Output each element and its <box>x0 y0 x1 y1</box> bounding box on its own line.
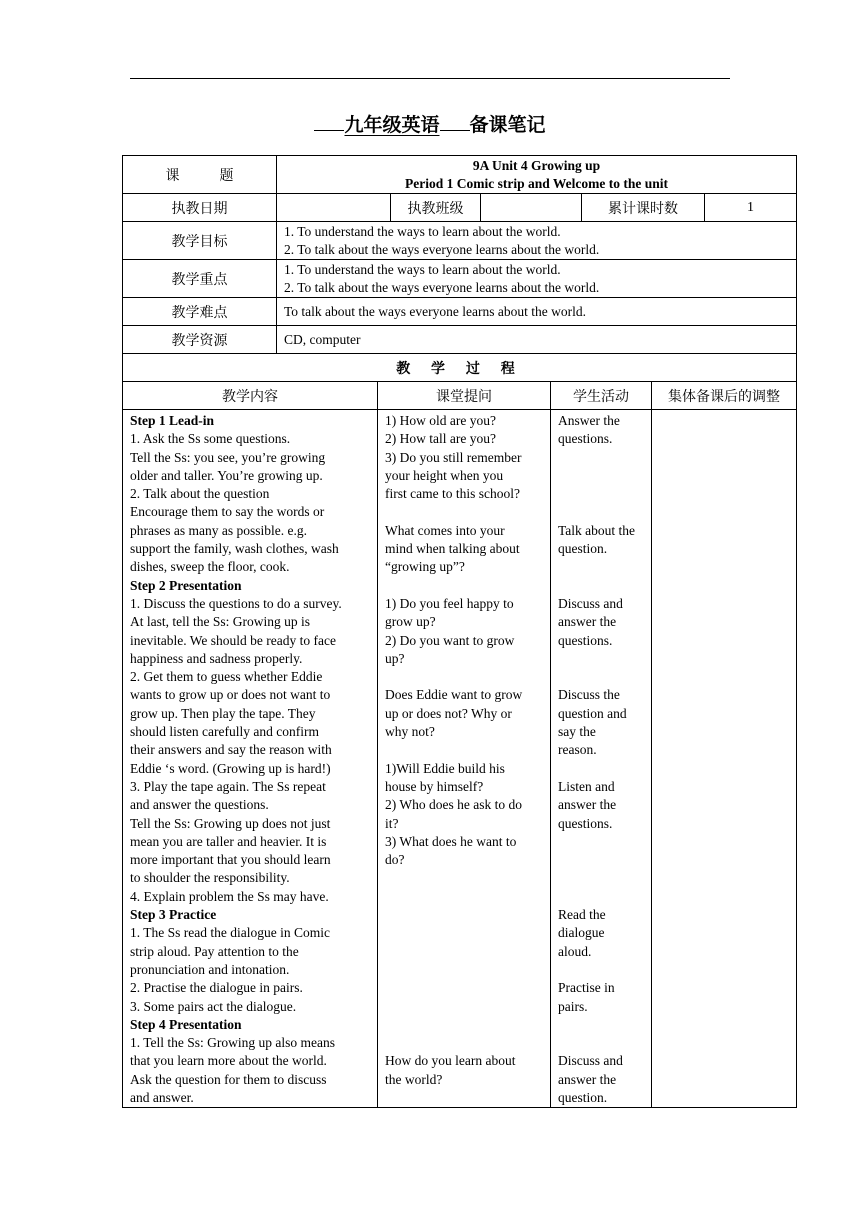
question-line <box>385 1016 546 1034</box>
subject-label-cell: 课题 <box>123 156 277 194</box>
content-line: 3. Some pairs act the dialogue. <box>130 998 297 1014</box>
content-line: dishes, sweep the floor, cook. <box>130 559 290 575</box>
column-header-activities: 学生活动 <box>551 382 652 410</box>
content-line: 3. Play the tape again. The Ss repeat <box>130 778 326 794</box>
class-label: 执教班级 <box>391 194 481 222</box>
activity-line <box>558 851 647 869</box>
activity-line: Discuss and <box>558 1053 623 1069</box>
content-line: support the family, wash clothes, wash <box>130 541 339 557</box>
content-line: 1. Ask the Ss some questions. <box>130 431 291 447</box>
subject-value-cell <box>277 156 797 194</box>
activity-line: answer the <box>558 614 617 630</box>
activity-line: Talk about the <box>558 522 636 538</box>
key-point-item: 1. To understand the ways to learn about the world. <box>284 261 561 277</box>
goal-item: 1. To understand the ways to learn about the world. <box>284 223 561 239</box>
activity-line: answer the <box>558 797 617 813</box>
question-line: your height when you <box>385 467 504 483</box>
unit-title: 9A Unit 4 Growing up <box>472 157 601 173</box>
content-line: happiness and sadness properly. <box>130 650 303 666</box>
content-line: inevitable. We should be ready to face <box>130 632 336 648</box>
question-line: 2) Who does he ask to do <box>385 797 522 813</box>
activity-line: Discuss the <box>558 687 620 703</box>
question-line: “growing up”? <box>385 559 465 575</box>
content-line: should listen carefully and confirm <box>130 724 319 740</box>
activity-line <box>558 760 647 778</box>
process-title: 教 学 过 程 <box>123 354 797 382</box>
content-line: to shoulder the responsibility. <box>130 870 290 886</box>
activity-line <box>558 1034 647 1052</box>
activity-line: question and <box>558 705 627 721</box>
activity-line <box>558 888 647 906</box>
lesson-info-table <box>122 155 797 354</box>
content-line: strip aloud. Pay attention to the <box>130 943 299 959</box>
question-line: the world? <box>385 1071 443 1087</box>
header-rule <box>130 78 730 79</box>
key-points-label: 教学重点 <box>123 260 277 298</box>
class-value <box>481 194 582 222</box>
question-line: Does Eddie want to grow <box>385 687 523 703</box>
content-line: Eddie ‘s word. (Growing up is hard!) <box>130 760 331 776</box>
question-line <box>385 668 546 686</box>
question-line: 1) How old are you? <box>385 413 496 428</box>
activity-line <box>558 503 647 521</box>
goal-item: 2. To talk about the ways everyone learns about the world. <box>284 241 600 257</box>
column-header-adjustments: 集体备课后的调整 <box>652 382 797 410</box>
question-line <box>385 998 546 1016</box>
content-line: and answer. <box>130 1089 194 1105</box>
question-line <box>385 741 546 759</box>
question-line <box>385 943 546 961</box>
student-activities-cell <box>551 410 652 1108</box>
question-line: 1)Will Eddie build his <box>385 760 505 776</box>
key-point-item: 2. To talk about the ways everyone learns about the world. <box>284 279 600 295</box>
content-line: Encourage them to say the words or <box>130 504 325 520</box>
key-points-cell <box>277 260 797 298</box>
question-line <box>385 924 546 942</box>
activity-line <box>558 449 647 467</box>
teaching-process-table <box>122 353 797 1108</box>
question-line: why not? <box>385 724 435 740</box>
goals-label: 教学目标 <box>123 222 277 260</box>
content-line: grow up. Then play the tape. They <box>130 705 316 721</box>
question-line: house by himself? <box>385 778 484 794</box>
resources-value: CD, computer <box>277 326 797 354</box>
content-line: 1. Tell the Ss: Growing up also means <box>130 1035 336 1051</box>
question-line: it? <box>385 815 399 831</box>
activity-line: questions. <box>558 815 613 831</box>
activity-line: question. <box>558 1089 608 1105</box>
content-line: 2. Practise the dialogue in pairs. <box>130 980 303 996</box>
step-heading: Step 1 Lead-in <box>130 413 215 428</box>
activity-line <box>558 833 647 851</box>
content-line: 2. Talk about the question <box>130 486 270 502</box>
content-line: 4. Explain problem the Ss may have. <box>130 888 329 904</box>
question-line <box>385 961 546 979</box>
column-header-content: 教学内容 <box>123 382 378 410</box>
activity-line: pairs. <box>558 998 588 1014</box>
content-line: and answer the questions. <box>130 797 269 813</box>
title-underline-right <box>440 129 470 131</box>
question-line <box>385 577 546 595</box>
activity-line <box>558 577 647 595</box>
date-value <box>277 194 391 222</box>
activity-line <box>558 961 647 979</box>
activity-line: Practise in <box>558 980 615 996</box>
goals-cell <box>277 222 797 260</box>
teaching-content-cell <box>123 410 378 1108</box>
period-title: Period 1 Comic strip and Welcome to the unit <box>405 175 668 191</box>
content-line: pronunciation and intonation. <box>130 961 290 977</box>
question-line: 2) How tall are you? <box>385 431 496 447</box>
activity-line <box>558 467 647 485</box>
column-header-questions: 课堂提问 <box>378 382 551 410</box>
question-line <box>385 979 546 997</box>
content-line: phrases as many as possible. e.g. <box>130 522 307 538</box>
question-line: first came to this school? <box>385 486 520 502</box>
activity-line <box>558 869 647 887</box>
step-heading: Step 2 Presentation <box>130 577 242 593</box>
page-title <box>0 110 860 137</box>
difficulty-label: 教学难点 <box>123 298 277 326</box>
difficulty-value: To talk about the ways everyone learns about the world. <box>277 298 797 326</box>
step-heading: Step 3 Practice <box>130 907 217 923</box>
adjustments-cell <box>652 410 797 1108</box>
title-grade-subject: 九年级英语 <box>344 114 440 136</box>
content-line: their answers and say the reason with <box>130 742 332 758</box>
title-notes: 备课笔记 <box>469 114 546 136</box>
activity-line <box>558 485 647 503</box>
question-line: 3) Do you still remember <box>385 449 522 465</box>
activity-line: Listen and <box>558 778 615 794</box>
activity-line: questions. <box>558 632 613 648</box>
activity-line: Answer the <box>558 413 620 428</box>
question-line <box>385 888 546 906</box>
activity-line <box>558 650 647 668</box>
question-line: How do you learn about <box>385 1053 516 1069</box>
question-line: 3) What does he want to <box>385 833 517 849</box>
activity-line: Discuss and <box>558 595 623 611</box>
question-line: grow up? <box>385 614 436 630</box>
content-line: more important that you should learn <box>130 852 331 868</box>
classroom-questions-cell <box>378 410 551 1108</box>
activity-line: reason. <box>558 742 597 758</box>
activity-line <box>558 1016 647 1034</box>
content-line: 1. Discuss the questions to do a survey. <box>130 595 342 611</box>
question-line <box>385 906 546 924</box>
question-line <box>385 869 546 887</box>
content-line: wants to grow up or does not want to <box>130 687 331 703</box>
activity-line: dialogue <box>558 925 605 941</box>
hours-label: 累计课时数 <box>582 194 705 222</box>
content-line: that you learn more about the world. <box>130 1053 327 1069</box>
question-line: up or does not? Why or <box>385 705 512 721</box>
question-line: 1) Do you feel happy to <box>385 595 514 611</box>
content-line: 2. Get them to guess whether Eddie <box>130 669 323 685</box>
question-line: do? <box>385 852 405 868</box>
resources-label: 教学资源 <box>123 326 277 354</box>
content-line: At last, tell the Ss: Growing up is <box>130 614 310 630</box>
question-line: up? <box>385 650 405 666</box>
activity-line: answer the <box>558 1071 617 1087</box>
content-line: Tell the Ss: Growing up does not just <box>130 815 331 831</box>
hours-value: 1 <box>705 194 797 222</box>
content-line: Ask the question for them to discuss <box>130 1071 327 1087</box>
question-line: 2) Do you want to grow <box>385 632 515 648</box>
date-label: 执教日期 <box>123 194 277 222</box>
content-line: mean you are taller and heavier. It is <box>130 833 327 849</box>
content-line: 1. The Ss read the dialogue in Comic <box>130 925 330 941</box>
content-line: older and taller. You’re growing up. <box>130 467 323 483</box>
content-line: Tell the Ss: you see, you’re growing <box>130 449 326 465</box>
title-underline-left <box>314 129 344 131</box>
question-line <box>385 1034 546 1052</box>
question-line: What comes into your <box>385 522 505 538</box>
activity-line: Read the <box>558 907 606 923</box>
activity-line <box>558 668 647 686</box>
activity-line <box>558 558 647 576</box>
activity-line: say the <box>558 724 596 740</box>
activity-line: questions. <box>558 431 613 447</box>
activity-line: question. <box>558 541 608 557</box>
step-heading: Step 4 Presentation <box>130 1016 242 1032</box>
question-line <box>385 503 546 521</box>
question-line: mind when talking about <box>385 541 520 557</box>
activity-line: aloud. <box>558 943 592 959</box>
